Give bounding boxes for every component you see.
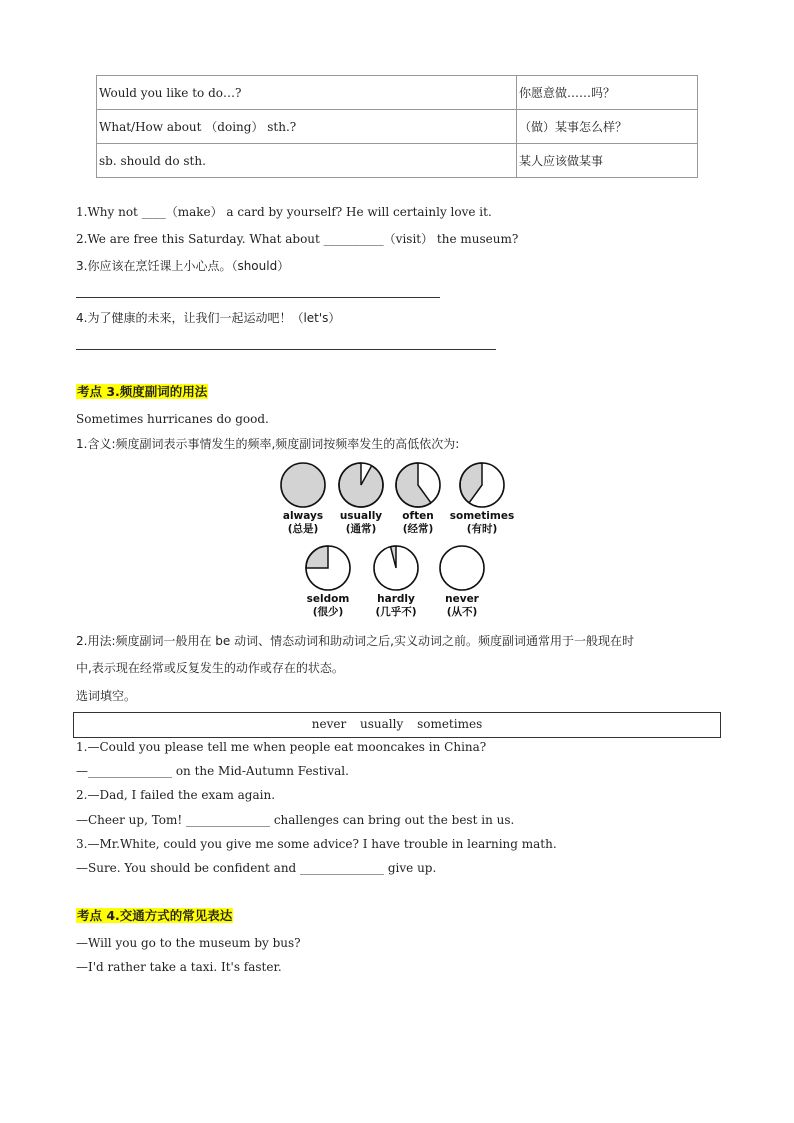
pie-always bbox=[281, 463, 325, 507]
section3-meaning: 1.含义:频度副词表示事情发生的频率,频度副词按频率发生的高低依次为: bbox=[76, 437, 460, 451]
section3-usage-line2: 中,表示现在经常或反复发生的动作或存在的状态。 bbox=[76, 661, 344, 675]
pie-word-cn: (总是) bbox=[287, 523, 319, 535]
table-row bbox=[97, 144, 698, 178]
phrase-table bbox=[96, 75, 698, 178]
table-cell-en: sb. should do sth. bbox=[97, 144, 517, 178]
section3-usage-line1: 2.用法:频度副词一般用在 be 动词、情态动词和助动词之后,实义动词之前。频度副词通常用于一般现在时 bbox=[76, 634, 634, 648]
exercise2-q1b: —______________ on the Mid-Autumn Festival. bbox=[76, 764, 349, 778]
word-choice-list: never usually sometimes bbox=[311, 717, 483, 731]
pie-word-cn: (几乎不) bbox=[375, 606, 417, 618]
answer-line bbox=[76, 297, 440, 298]
pie-word-cn: (通常) bbox=[345, 523, 377, 535]
pie-word-cn: (有时) bbox=[466, 523, 498, 535]
section4-line1: —Will you go to the museum by bus? bbox=[76, 936, 301, 950]
pie-label-sometimes bbox=[447, 510, 517, 536]
pie-seldom bbox=[306, 546, 350, 590]
exercise2-q2b: —Cheer up, Tom! ______________ challenges can bring out the best in us. bbox=[76, 813, 515, 827]
exercise2-q2a: 2.—Dad, I failed the exam again. bbox=[76, 788, 276, 802]
pie-word: never bbox=[445, 593, 479, 605]
pie-never bbox=[440, 546, 484, 590]
word-choice-box bbox=[73, 712, 721, 738]
pie-word: hardly bbox=[377, 593, 415, 605]
pie-word-cn: (经常) bbox=[402, 523, 434, 535]
section4-heading bbox=[76, 908, 233, 924]
exercise1-q2: 2.We are free this Saturday. What about __________（visit） the museum? bbox=[76, 232, 519, 246]
pie-word: sometimes bbox=[449, 510, 515, 522]
section3-example: Sometimes hurricanes do good. bbox=[76, 412, 269, 426]
exercise1-q4: 4.为了健康的未来，让我们一起运动吧！（let's） bbox=[76, 311, 341, 325]
pie-hardly bbox=[374, 546, 418, 590]
fill-title: 选词填空。 bbox=[76, 689, 137, 703]
pie-label-often bbox=[383, 510, 453, 536]
pie-label-hardly bbox=[361, 593, 431, 619]
table-row bbox=[97, 110, 698, 144]
table-cell-en: What/How about （doing） sth.? bbox=[97, 110, 517, 144]
pie-usually bbox=[339, 463, 383, 507]
table-row bbox=[97, 76, 698, 110]
pie-word: often bbox=[402, 510, 434, 522]
pie-sometimes bbox=[460, 463, 504, 507]
table-cell-cn: （做）某事怎么样？ bbox=[517, 110, 698, 144]
exercise1-q1: 1.Why not ____（make） a card by yourself? He will certainly love it. bbox=[76, 205, 492, 219]
section-heading-highlight: 考点 3.频度副词的用法 bbox=[77, 384, 208, 399]
pie-label-seldom bbox=[293, 593, 363, 619]
pie-word: seldom bbox=[306, 593, 350, 605]
pie-slice bbox=[391, 546, 396, 568]
section4-line2: —I'd rather take a taxi. It's faster. bbox=[76, 960, 282, 974]
exercise2-q1a: 1.—Could you please tell me when people eat mooncakes in China? bbox=[76, 740, 487, 754]
table-cell-cn: 某人应该做某事 bbox=[517, 144, 698, 178]
pie-outline bbox=[440, 546, 484, 590]
pie-often bbox=[396, 463, 440, 507]
pie-word: always bbox=[282, 510, 324, 522]
exercise2-q3a: 3.—Mr.White, could you give me some advice? I have trouble in learning math. bbox=[76, 837, 557, 851]
section3-heading bbox=[76, 384, 208, 400]
section-heading-highlight: 考点 4.交通方式的常见表达 bbox=[77, 908, 233, 923]
pie-word: usually bbox=[339, 510, 383, 522]
pie-word-cn: (从不) bbox=[446, 606, 478, 618]
exercise2-q3b: —Sure. You should be confident and ______________ give up. bbox=[76, 861, 437, 875]
pie-label-never bbox=[427, 593, 497, 619]
answer-line bbox=[76, 349, 496, 350]
table-cell-en: Would you like to do…? bbox=[97, 76, 517, 110]
exercise1-q3: 3.你应该在烹饪课上小心点。（should） bbox=[76, 259, 290, 273]
pie-word-cn: (很少) bbox=[312, 606, 344, 618]
table-cell-cn: 你愿意做……吗？ bbox=[517, 76, 698, 110]
